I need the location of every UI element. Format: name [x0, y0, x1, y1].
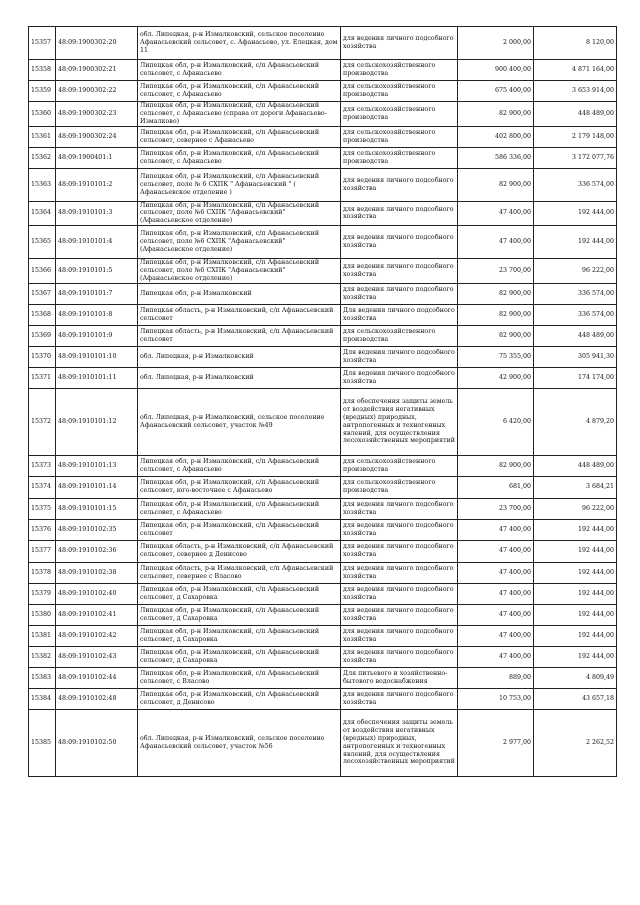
permitted-use-cell: для сельскохозяйственного производства — [341, 126, 458, 147]
row-number-cell: 15364 — [29, 201, 56, 226]
row-number-cell: 15384 — [29, 688, 56, 709]
permitted-use-cell: для сельскохозяйственного производства — [341, 81, 458, 102]
table-row — [29, 201, 617, 226]
cadastral-value-cell: 4 809,49 — [534, 667, 617, 688]
row-number-cell: 15368 — [29, 304, 56, 325]
cadastral-value-cell: 192 444,00 — [534, 540, 617, 562]
area-cell: 47 400,00 — [458, 646, 534, 667]
row-number-cell: 15366 — [29, 259, 56, 284]
permitted-use-cell: для сельскохозяйственного производства — [341, 102, 458, 127]
row-number-cell: 15358 — [29, 60, 56, 81]
cadastral-value-cell: 8 120,00 — [534, 27, 617, 60]
cadastral-value-cell: 192 444,00 — [534, 562, 617, 583]
cadastral-number-cell: 48:09:1910102:41 — [56, 604, 138, 625]
row-number-cell: 15370 — [29, 346, 56, 367]
cadastral-value-cell: 3 684,21 — [534, 476, 617, 498]
cadastral-value-cell: 96 222,00 — [534, 259, 617, 284]
table-row — [29, 259, 617, 284]
table-row — [29, 168, 617, 201]
cadastral-number-cell: 48:09:1910101:10 — [56, 346, 138, 367]
table-row — [29, 562, 617, 583]
cadastral-number-cell: 48:09:1910102:35 — [56, 519, 138, 540]
table-row — [29, 455, 617, 476]
area-cell: 889,00 — [458, 667, 534, 688]
row-number-cell: 15369 — [29, 325, 56, 346]
row-number-cell: 15372 — [29, 388, 56, 455]
permitted-use-cell: для ведения личного подсобного хозяйства — [341, 519, 458, 540]
area-cell: 47 400,00 — [458, 201, 534, 226]
address-cell: Липецкая обл, р-н Измалковский, с/п Афанасьевский сельсовет, с Афанасьево — [138, 81, 341, 102]
area-cell: 82 900,00 — [458, 102, 534, 127]
row-number-cell: 15381 — [29, 625, 56, 646]
address-cell: Липецкая обл, р-н Измалковский, с/п Афанасьевский сельсовет, поле №6 СХПК "Афанасьевский" (Афанасьевское отделение) — [138, 201, 341, 226]
row-number-cell: 15363 — [29, 168, 56, 201]
table-row — [29, 625, 617, 646]
cadastral-value-cell: 336 574,00 — [534, 168, 617, 201]
cadastral-value-cell: 192 444,00 — [534, 625, 617, 646]
address-cell: Липецкая обл, р-н Измалковский, с/п Афанасьевский сельсовет — [138, 519, 341, 540]
address-cell: обл. Липецкая, р-н Измалковский, сельское поселение Афанасьевский сельсовет, участок №49 — [138, 388, 341, 455]
cadastral-value-cell: 336 574,00 — [534, 304, 617, 325]
address-cell: Липецкая обл, р-н Измалковский, с/п Афанасьевский сельсовет, с Афанасьево — [138, 147, 341, 168]
address-cell: Липецкая обл, р-н Измалковский, с/п Афанасьевский сельсовет, поле №6 СХПК "Афанасьевский" (Афанасьевское отделение) — [138, 259, 341, 284]
permitted-use-cell: для обеспечения защиты земель от воздействия негативных (вредных) природных, антропогенных и техногенных явлений, для осуществления лесохозяйственных мероприятий — [341, 709, 458, 776]
area-cell: 75 355,00 — [458, 346, 534, 367]
cadastral-number-cell: 48:09:1910101:11 — [56, 367, 138, 388]
address-cell: Липецкая обл, р-н Измалковский, с/п Афанасьевский сельсовет, поле №6 СХПК "Афанасьевский" (Афанасьевское отделение) — [138, 226, 341, 259]
cadastral-value-cell: 174 174,00 — [534, 367, 617, 388]
cadastral-value-cell: 448 489,00 — [534, 325, 617, 346]
row-number-cell: 15382 — [29, 646, 56, 667]
cadastral-number-cell: 48:09:1900302:23 — [56, 102, 138, 127]
area-cell: 2 000,00 — [458, 27, 534, 60]
address-cell: Липецкая обл, р-н Измалковский, с/п Афанасьевский сельсовет, д Сахаровка — [138, 604, 341, 625]
table-row — [29, 325, 617, 346]
permitted-use-cell: для сельскохозяйственного производства — [341, 60, 458, 81]
cadastral-value-cell: 192 444,00 — [534, 646, 617, 667]
address-cell: обл. Липецкая, р-н Измалковский — [138, 367, 341, 388]
area-cell: 900 400,00 — [458, 60, 534, 81]
table-row — [29, 126, 617, 147]
cadastral-number-cell: 48:09:1910101:15 — [56, 498, 138, 519]
address-cell: Липецкая обл, р-н Измалковский, с/п Афанасьевский сельсовет, с Афанасьево — [138, 455, 341, 476]
cadastral-value-cell: 43 657,18 — [534, 688, 617, 709]
cadastral-number-cell: 48:09:1900401:1 — [56, 147, 138, 168]
cadastral-number-cell: 48:09:1910101:3 — [56, 201, 138, 226]
table-row — [29, 27, 617, 60]
table-row — [29, 81, 617, 102]
table-row — [29, 667, 617, 688]
row-number-cell: 15378 — [29, 562, 56, 583]
cadastral-value-cell: 4 871 164,00 — [534, 60, 617, 81]
area-cell: 23 700,00 — [458, 498, 534, 519]
row-number-cell: 15379 — [29, 583, 56, 604]
area-cell: 681,00 — [458, 476, 534, 498]
area-cell: 47 400,00 — [458, 519, 534, 540]
table-row — [29, 540, 617, 562]
permitted-use-cell: для ведения личного подсобного хозяйства — [341, 625, 458, 646]
table-row — [29, 304, 617, 325]
permitted-use-cell: Для ведения личного подсобного хозяйства — [341, 304, 458, 325]
cadastral-value-cell: 192 444,00 — [534, 226, 617, 259]
address-cell: Липецкая область, р-н Измалковский, с/п Афанасьевский сельсовет, севернее с Власово — [138, 562, 341, 583]
area-cell: 47 400,00 — [458, 625, 534, 646]
cadastral-number-cell: 48:09:1910102:36 — [56, 540, 138, 562]
permitted-use-cell: для сельскохозяйственного производства — [341, 455, 458, 476]
row-number-cell: 15376 — [29, 519, 56, 540]
table-row — [29, 60, 617, 81]
row-number-cell: 15371 — [29, 367, 56, 388]
row-number-cell: 15357 — [29, 27, 56, 60]
cadastral-number-cell: 48:09:1900302:21 — [56, 60, 138, 81]
permitted-use-cell: для обеспечения защиты земель от воздействия негативных (вредных) природных, антропогенных и техногенных явлений, для осуществления лесохозяйственных мероприятий — [341, 388, 458, 455]
area-cell: 47 400,00 — [458, 583, 534, 604]
area-cell: 10 753,00 — [458, 688, 534, 709]
cadastral-value-cell: 3 172 077,76 — [534, 147, 617, 168]
cadastral-value-cell: 336 574,00 — [534, 283, 617, 304]
address-cell: Липецкая обл, р-н Измалковский, с/п Афанасьевский сельсовет, с Афанасьево — [138, 498, 341, 519]
cadastral-number-cell: 48:09:1910102:50 — [56, 709, 138, 776]
row-number-cell: 15373 — [29, 455, 56, 476]
cadastral-number-cell: 48:09:1910101:2 — [56, 168, 138, 201]
area-cell: 675 400,00 — [458, 81, 534, 102]
area-cell: 82 900,00 — [458, 304, 534, 325]
table-row — [29, 388, 617, 455]
row-number-cell: 15385 — [29, 709, 56, 776]
area-cell: 47 400,00 — [458, 226, 534, 259]
row-number-cell: 15365 — [29, 226, 56, 259]
cadastral-number-cell: 48:09:1910101:8 — [56, 304, 138, 325]
cadastral-number-cell: 48:09:1900302:20 — [56, 27, 138, 60]
table-row — [29, 519, 617, 540]
cadastral-number-cell: 48:09:1910102:44 — [56, 667, 138, 688]
row-number-cell: 15361 — [29, 126, 56, 147]
area-cell: 23 700,00 — [458, 259, 534, 284]
row-number-cell: 15360 — [29, 102, 56, 127]
area-cell: 47 400,00 — [458, 604, 534, 625]
permitted-use-cell: для ведения личного подсобного хозяйства — [341, 646, 458, 667]
cadastral-number-cell: 48:09:1900302:24 — [56, 126, 138, 147]
area-cell: 586 336,00 — [458, 147, 534, 168]
address-cell: обл. Липецкая, р-н Измалковский, сельское поселение Афанасьевский сельсовет, с. Афанасьево, ул. Елецкая, дом 11 — [138, 27, 341, 60]
cadastral-number-cell: 48:09:1910102:40 — [56, 583, 138, 604]
row-number-cell: 15374 — [29, 476, 56, 498]
area-cell: 47 400,00 — [458, 562, 534, 583]
address-cell: Липецкая обл, р-н Измалковский, с/п Афанасьевский сельсовет, с Власово — [138, 667, 341, 688]
land-parcels-table — [28, 26, 617, 777]
permitted-use-cell: для ведения личного подсобного хозяйства — [341, 604, 458, 625]
permitted-use-cell: для сельскохозяйственного производства — [341, 147, 458, 168]
table-row — [29, 498, 617, 519]
table-body — [29, 27, 617, 777]
address-cell: Липецкая обл, р-н Измалковский, с/п Афанасьевский сельсовет, с Афанасьево (справа от дороги Афанасьево-Измалково) — [138, 102, 341, 127]
row-number-cell: 15380 — [29, 604, 56, 625]
area-cell: 82 900,00 — [458, 455, 534, 476]
row-number-cell: 15359 — [29, 81, 56, 102]
cadastral-number-cell: 48:09:1910101:4 — [56, 226, 138, 259]
cadastral-value-cell: 3 653 914,00 — [534, 81, 617, 102]
area-cell: 2 977,00 — [458, 709, 534, 776]
table-row — [29, 476, 617, 498]
area-cell: 82 900,00 — [458, 283, 534, 304]
table-row — [29, 226, 617, 259]
address-cell: Липецкая обл, р-н Измалковский, с/п Афанасьевский сельсовет, поле № 6 СХПК " Афанасьевский " ( Афанасьевское отделение ) — [138, 168, 341, 201]
address-cell: Липецкая обл, р-н Измалковский, с/п Афанасьевский сельсовет, д Сахаровка — [138, 646, 341, 667]
cadastral-value-cell: 192 444,00 — [534, 201, 617, 226]
address-cell: Липецкая обл, р-н Измалковский, с/п Афанасьевский сельсовет, севернее с Афанасьево — [138, 126, 341, 147]
table-row — [29, 147, 617, 168]
cadastral-value-cell: 192 444,00 — [534, 583, 617, 604]
table-row — [29, 583, 617, 604]
permitted-use-cell: для ведения личного подсобного хозяйства — [341, 540, 458, 562]
table-row — [29, 367, 617, 388]
address-cell: Липецкая обл, р-н Измалковский, с/п Афанасьевский сельсовет, юго-восточнее с Афанасьево — [138, 476, 341, 498]
cadastral-value-cell: 4 879,20 — [534, 388, 617, 455]
area-cell: 82 900,00 — [458, 168, 534, 201]
permitted-use-cell: для сельскохозяйственного производства — [341, 476, 458, 498]
cadastral-value-cell: 448 489,00 — [534, 102, 617, 127]
row-number-cell: 15375 — [29, 498, 56, 519]
cadastral-number-cell: 48:09:1910101:14 — [56, 476, 138, 498]
area-cell: 82 900,00 — [458, 325, 534, 346]
address-cell: Липецкая обл, р-н Измалковский — [138, 283, 341, 304]
table-row — [29, 646, 617, 667]
permitted-use-cell: для ведения личного подсобного хозяйства — [341, 168, 458, 201]
area-cell: 42 900,00 — [458, 367, 534, 388]
row-number-cell: 15362 — [29, 147, 56, 168]
address-cell: Липецкая обл, р-н Измалковский, с/п Афанасьевский сельсовет, д Сахаровка — [138, 625, 341, 646]
cadastral-number-cell: 48:09:1910102:48 — [56, 688, 138, 709]
cadastral-number-cell: 48:09:1910101:7 — [56, 283, 138, 304]
address-cell: Липецкая область, р-н Измалковский, с/п Афанасьевский сельсовет — [138, 325, 341, 346]
cadastral-value-cell: 448 489,00 — [534, 455, 617, 476]
table-row — [29, 102, 617, 127]
cadastral-number-cell: 48:09:1910101:13 — [56, 455, 138, 476]
address-cell: обл. Липецкая, р-н Измалковский — [138, 346, 341, 367]
cadastral-value-cell: 2 262,52 — [534, 709, 617, 776]
cadastral-value-cell: 192 444,00 — [534, 519, 617, 540]
cadastral-value-cell: 96 222,00 — [534, 498, 617, 519]
cadastral-number-cell: 48:09:1910102:38 — [56, 562, 138, 583]
permitted-use-cell: для сельскохозяйственного производства — [341, 325, 458, 346]
address-cell: Липецкая область, р-н Измалковский, с/п Афанасьевский сельсовет, севернее д Денисово — [138, 540, 341, 562]
area-cell: 47 400,00 — [458, 540, 534, 562]
table-row — [29, 283, 617, 304]
cadastral-number-cell: 48:09:1910101:9 — [56, 325, 138, 346]
permitted-use-cell: для ведения личного подсобного хозяйства — [341, 562, 458, 583]
cadastral-value-cell: 2 179 148,00 — [534, 126, 617, 147]
permitted-use-cell: для ведения личного подсобного хозяйства — [341, 583, 458, 604]
permitted-use-cell: для ведения личного подсобного хозяйства — [341, 226, 458, 259]
cadastral-number-cell: 48:09:1910102:43 — [56, 646, 138, 667]
address-cell: обл. Липецкая, р-н Измалковский, сельское поселение Афанасьевский сельсовет, участок №56 — [138, 709, 341, 776]
row-number-cell: 15367 — [29, 283, 56, 304]
row-number-cell: 15383 — [29, 667, 56, 688]
table-row — [29, 688, 617, 709]
permitted-use-cell: для ведения личного подсобного хозяйства — [341, 498, 458, 519]
area-cell: 402 800,00 — [458, 126, 534, 147]
permitted-use-cell: Для питьевого и хозяйственно-бытового водоснабжения — [341, 667, 458, 688]
cadastral-number-cell: 48:09:1900302:22 — [56, 81, 138, 102]
table-row — [29, 346, 617, 367]
permitted-use-cell: для ведения личного подсобного хозяйства — [341, 201, 458, 226]
permitted-use-cell: для ведения личного подсобного хозяйства — [341, 259, 458, 284]
address-cell: Липецкая область, р-н Измалковский, с/п Афанасьевский сельсовет — [138, 304, 341, 325]
cadastral-number-cell: 48:09:1910101:5 — [56, 259, 138, 284]
row-number-cell: 15377 — [29, 540, 56, 562]
table-row — [29, 709, 617, 776]
address-cell: Липецкая обл, р-н Измалковский, с/п Афанасьевский сельсовет, д Денисово — [138, 688, 341, 709]
permitted-use-cell: для ведения личного подсобного хозяйства — [341, 283, 458, 304]
table-row — [29, 604, 617, 625]
address-cell: Липецкая обл, р-н Измалковский, с/п Афанасьевский сельсовет, с Афанасьево — [138, 60, 341, 81]
cadastral-number-cell: 48:09:1910102:42 — [56, 625, 138, 646]
document-page — [28, 26, 616, 777]
area-cell: 6 420,00 — [458, 388, 534, 455]
cadastral-value-cell: 305 941,30 — [534, 346, 617, 367]
permitted-use-cell: для ведения личного подсобного хозяйства — [341, 688, 458, 709]
permitted-use-cell: для ведения личного подсобного хозяйства — [341, 27, 458, 60]
address-cell: Липецкая обл, р-н Измалковский, с/п Афанасьевский сельсовет, д Сахаровка — [138, 583, 341, 604]
cadastral-number-cell: 48:09:1910101:12 — [56, 388, 138, 455]
permitted-use-cell: Для ведения личного подсобного хозяйства — [341, 367, 458, 388]
permitted-use-cell: Для ведения личного подсобного хозяйства — [341, 346, 458, 367]
cadastral-value-cell: 192 444,00 — [534, 604, 617, 625]
